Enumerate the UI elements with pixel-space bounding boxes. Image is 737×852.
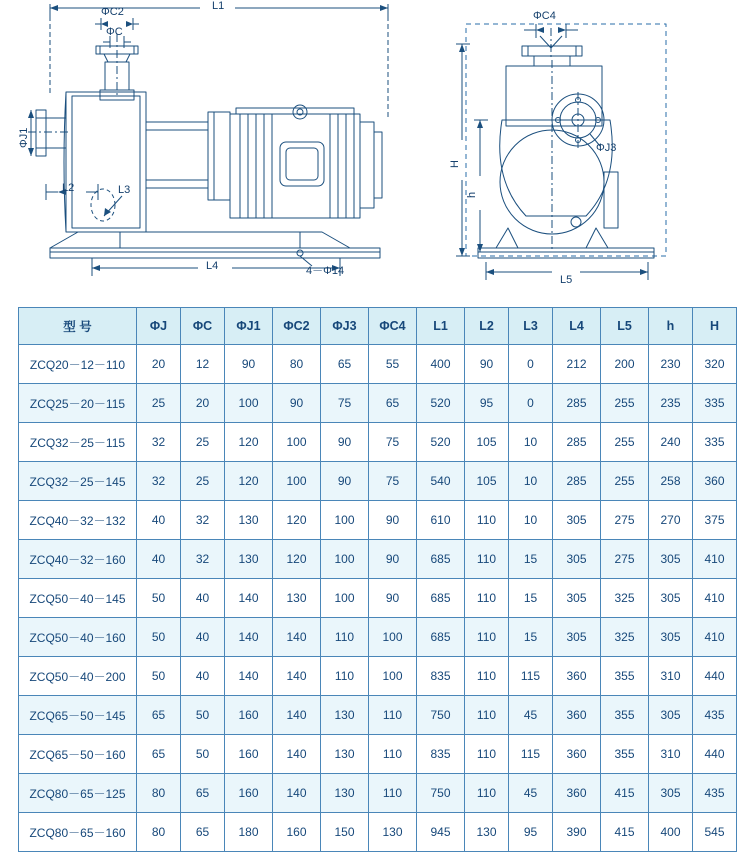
- cell-c2: 90: [273, 384, 321, 423]
- cell-j1: 130: [225, 540, 273, 579]
- cell-l5: 200: [601, 345, 649, 384]
- cell-l1: 750: [417, 696, 465, 735]
- cell-j: 32: [137, 462, 181, 501]
- cell-j1: 120: [225, 423, 273, 462]
- cell-model: ZCQ80－65－160: [19, 813, 137, 852]
- table-row: [19, 774, 737, 813]
- cell-c: 12: [181, 345, 225, 384]
- cell-l4: 390: [553, 813, 601, 852]
- cell-j1: 100: [225, 384, 273, 423]
- cell-c4: 75: [369, 462, 417, 501]
- cell-l1: 540: [417, 462, 465, 501]
- cell-h-low: 258: [649, 462, 693, 501]
- cell-l5: 325: [601, 618, 649, 657]
- cell-c4: 55: [369, 345, 417, 384]
- cell-j: 80: [137, 774, 181, 813]
- cell-j1: 120: [225, 462, 273, 501]
- cell-j: 50: [137, 579, 181, 618]
- dim-label-l5: L5: [560, 274, 573, 286]
- cell-c2: 140: [273, 618, 321, 657]
- cell-j3: 110: [321, 657, 369, 696]
- cell-l3: 0: [509, 384, 553, 423]
- cell-c4: 130: [369, 813, 417, 852]
- cell-j: 25: [137, 384, 181, 423]
- cell-h: 375: [693, 501, 737, 540]
- cell-l1: 685: [417, 618, 465, 657]
- cell-h-low: 240: [649, 423, 693, 462]
- cell-model: ZCQ50－40－160: [19, 618, 137, 657]
- cell-c4: 65: [369, 384, 417, 423]
- cell-j: 65: [137, 735, 181, 774]
- cell-l5: 415: [601, 774, 649, 813]
- cell-c4: 110: [369, 696, 417, 735]
- cell-j3: 65: [321, 345, 369, 384]
- cell-l5: 255: [601, 384, 649, 423]
- header-l2: L2: [465, 308, 509, 345]
- cell-c: 40: [181, 579, 225, 618]
- dim-label-c2: ΦC2: [101, 6, 124, 18]
- cell-l3: 10: [509, 462, 553, 501]
- cell-h: 440: [693, 657, 737, 696]
- cell-c4: 100: [369, 657, 417, 696]
- cell-l2: 110: [465, 735, 509, 774]
- dim-label-mounting-holes: 4－Φ14: [306, 265, 345, 277]
- cell-c2: 120: [273, 540, 321, 579]
- cell-c2: 120: [273, 501, 321, 540]
- cell-c4: 100: [369, 618, 417, 657]
- cell-l5: 355: [601, 657, 649, 696]
- cell-model: ZCQ32－25－145: [19, 462, 137, 501]
- cell-l4: 212: [553, 345, 601, 384]
- header-h: H: [693, 308, 737, 345]
- cell-l5: 275: [601, 501, 649, 540]
- cell-l1: 835: [417, 657, 465, 696]
- cell-j3: 90: [321, 423, 369, 462]
- cell-model: ZCQ20－12－110: [19, 345, 137, 384]
- cell-l2: 110: [465, 579, 509, 618]
- cell-c2: 140: [273, 657, 321, 696]
- cell-h-low: 305: [649, 774, 693, 813]
- table-row: [19, 813, 737, 852]
- cell-j1: 160: [225, 696, 273, 735]
- cell-l1: 610: [417, 501, 465, 540]
- cell-c: 25: [181, 423, 225, 462]
- cell-l4: 285: [553, 384, 601, 423]
- cell-h: 440: [693, 735, 737, 774]
- dim-label-c: ΦC: [106, 26, 123, 38]
- cell-l2: 130: [465, 813, 509, 852]
- cell-h: 410: [693, 618, 737, 657]
- cell-h-low: 310: [649, 735, 693, 774]
- cell-j1: 160: [225, 774, 273, 813]
- cell-c2: 130: [273, 579, 321, 618]
- dim-label-h: H: [449, 160, 461, 168]
- header-c4: ΦC4: [369, 308, 417, 345]
- cell-l5: 255: [601, 423, 649, 462]
- cell-c: 40: [181, 657, 225, 696]
- cell-j3: 130: [321, 735, 369, 774]
- cell-model: ZCQ40－32－160: [19, 540, 137, 579]
- table-body: [19, 345, 737, 852]
- cell-l5: 275: [601, 540, 649, 579]
- cell-l3: 0: [509, 345, 553, 384]
- cell-l5: 415: [601, 813, 649, 852]
- cell-model: ZCQ50－40－200: [19, 657, 137, 696]
- cell-l2: 110: [465, 618, 509, 657]
- cell-l1: 520: [417, 423, 465, 462]
- cell-j3: 90: [321, 462, 369, 501]
- dim-label-c4: ΦC4: [533, 10, 556, 22]
- cell-j1: 140: [225, 579, 273, 618]
- cell-c4: 90: [369, 540, 417, 579]
- cell-c: 50: [181, 735, 225, 774]
- cell-l3: 115: [509, 735, 553, 774]
- header-c2: ΦC2: [273, 308, 321, 345]
- dim-label-l1: L1: [212, 0, 225, 12]
- dimension-table: [18, 307, 737, 852]
- table-header-row: [19, 308, 737, 345]
- cell-j1: 180: [225, 813, 273, 852]
- cell-l3: 115: [509, 657, 553, 696]
- cell-l4: 305: [553, 618, 601, 657]
- header-j1: ΦJ1: [225, 308, 273, 345]
- cell-l1: 685: [417, 579, 465, 618]
- cell-l2: 110: [465, 774, 509, 813]
- cell-l5: 255: [601, 462, 649, 501]
- cell-l5: 325: [601, 579, 649, 618]
- cell-j3: 110: [321, 618, 369, 657]
- cell-j1: 160: [225, 735, 273, 774]
- cell-l1: 685: [417, 540, 465, 579]
- header-model: 型 号: [19, 308, 137, 345]
- header-j3: ΦJ3: [321, 308, 369, 345]
- cell-j1: 90: [225, 345, 273, 384]
- dimension-table-wrapper: [18, 307, 725, 852]
- cell-h: 410: [693, 540, 737, 579]
- cell-c2: 100: [273, 462, 321, 501]
- header-l1: L1: [417, 308, 465, 345]
- cell-h: 335: [693, 423, 737, 462]
- cell-h-low: 305: [649, 618, 693, 657]
- table-row: [19, 696, 737, 735]
- cell-j: 40: [137, 501, 181, 540]
- header-l3: L3: [509, 308, 553, 345]
- cell-l3: 15: [509, 618, 553, 657]
- cell-c2: 140: [273, 735, 321, 774]
- table-row: [19, 462, 737, 501]
- cell-model: ZCQ32－25－115: [19, 423, 137, 462]
- cell-c4: 110: [369, 774, 417, 813]
- header-l5: L5: [601, 308, 649, 345]
- table-row: [19, 345, 737, 384]
- cell-c: 65: [181, 813, 225, 852]
- cell-j: 80: [137, 813, 181, 852]
- cell-model: ZCQ40－32－132: [19, 501, 137, 540]
- cell-l2: 105: [465, 423, 509, 462]
- cell-j: 20: [137, 345, 181, 384]
- cell-c: 20: [181, 384, 225, 423]
- cell-l2: 90: [465, 345, 509, 384]
- cell-l5: 355: [601, 696, 649, 735]
- cell-model: ZCQ65－50－160: [19, 735, 137, 774]
- cell-j1: 130: [225, 501, 273, 540]
- cell-c4: 75: [369, 423, 417, 462]
- cell-h: 410: [693, 579, 737, 618]
- cell-l3: 10: [509, 423, 553, 462]
- table-row: [19, 423, 737, 462]
- cell-h: 320: [693, 345, 737, 384]
- cell-j3: 100: [321, 540, 369, 579]
- cell-l2: 105: [465, 462, 509, 501]
- cell-l3: 45: [509, 774, 553, 813]
- cell-j3: 100: [321, 579, 369, 618]
- cell-c4: 90: [369, 579, 417, 618]
- dim-label-h-low: h: [466, 191, 478, 198]
- cell-j3: 130: [321, 774, 369, 813]
- cell-l4: 305: [553, 501, 601, 540]
- cell-h: 435: [693, 774, 737, 813]
- dim-label-l4: L4: [206, 260, 219, 272]
- cell-l1: 520: [417, 384, 465, 423]
- dim-label-l3: L3: [118, 184, 131, 196]
- cell-c: 25: [181, 462, 225, 501]
- cell-l2: 110: [465, 696, 509, 735]
- cell-c2: 140: [273, 696, 321, 735]
- cell-h-low: 235: [649, 384, 693, 423]
- cell-h-low: 305: [649, 579, 693, 618]
- cell-l3: 15: [509, 540, 553, 579]
- cell-l1: 750: [417, 774, 465, 813]
- cell-j: 40: [137, 540, 181, 579]
- cell-l4: 360: [553, 735, 601, 774]
- table-row: [19, 579, 737, 618]
- cell-l1: 835: [417, 735, 465, 774]
- cell-h-low: 400: [649, 813, 693, 852]
- dim-label-l2: L2: [62, 182, 75, 194]
- cell-c2: 80: [273, 345, 321, 384]
- cell-l3: 95: [509, 813, 553, 852]
- cell-l4: 305: [553, 540, 601, 579]
- table-row: [19, 735, 737, 774]
- cell-c: 65: [181, 774, 225, 813]
- cell-l2: 110: [465, 657, 509, 696]
- cell-c: 32: [181, 540, 225, 579]
- table-row: [19, 540, 737, 579]
- header-c: ΦC: [181, 308, 225, 345]
- cell-c: 32: [181, 501, 225, 540]
- cell-j: 50: [137, 657, 181, 696]
- table-row: [19, 657, 737, 696]
- table-row: [19, 384, 737, 423]
- cell-j: 65: [137, 696, 181, 735]
- cell-c2: 100: [273, 423, 321, 462]
- cell-l4: 360: [553, 696, 601, 735]
- cell-h: 335: [693, 384, 737, 423]
- cell-c4: 90: [369, 501, 417, 540]
- cell-model: ZCQ50－40－145: [19, 579, 137, 618]
- cell-l3: 15: [509, 579, 553, 618]
- cell-c: 40: [181, 618, 225, 657]
- cell-j1: 140: [225, 618, 273, 657]
- cell-model: ZCQ25－20－115: [19, 384, 137, 423]
- dim-label-j1: ΦJ1: [18, 127, 30, 148]
- cell-h: 435: [693, 696, 737, 735]
- cell-c2: 160: [273, 813, 321, 852]
- table-row: [19, 501, 737, 540]
- cell-l3: 45: [509, 696, 553, 735]
- cell-model: ZCQ65－50－145: [19, 696, 137, 735]
- cell-h-low: 270: [649, 501, 693, 540]
- cell-h-low: 310: [649, 657, 693, 696]
- cell-l1: 400: [417, 345, 465, 384]
- technical-drawing: [0, 0, 690, 300]
- cell-l4: 285: [553, 423, 601, 462]
- cell-l1: 945: [417, 813, 465, 852]
- cell-l2: 95: [465, 384, 509, 423]
- header-l4: L4: [553, 308, 601, 345]
- cell-l4: 360: [553, 657, 601, 696]
- cell-model: ZCQ80－65－125: [19, 774, 137, 813]
- header-j: ΦJ: [137, 308, 181, 345]
- cell-h-low: 305: [649, 696, 693, 735]
- cell-j3: 130: [321, 696, 369, 735]
- cell-j: 50: [137, 618, 181, 657]
- cell-l2: 110: [465, 540, 509, 579]
- cell-h-low: 305: [649, 540, 693, 579]
- table-header: [19, 308, 737, 345]
- header-h-low: h: [649, 308, 693, 345]
- cell-l5: 355: [601, 735, 649, 774]
- cell-h: 545: [693, 813, 737, 852]
- cell-h-low: 230: [649, 345, 693, 384]
- cell-l2: 110: [465, 501, 509, 540]
- pump-outline-drawing: [0, 0, 690, 300]
- cell-j3: 75: [321, 384, 369, 423]
- dim-label-j3: ΦJ3: [596, 142, 617, 154]
- cell-j3: 150: [321, 813, 369, 852]
- cell-l4: 305: [553, 579, 601, 618]
- cell-l4: 285: [553, 462, 601, 501]
- cell-j: 32: [137, 423, 181, 462]
- cell-j3: 100: [321, 501, 369, 540]
- cell-l3: 10: [509, 501, 553, 540]
- table-row: [19, 618, 737, 657]
- cell-j1: 140: [225, 657, 273, 696]
- cell-c4: 110: [369, 735, 417, 774]
- cell-l4: 360: [553, 774, 601, 813]
- cell-c2: 140: [273, 774, 321, 813]
- cell-c: 50: [181, 696, 225, 735]
- cell-h: 360: [693, 462, 737, 501]
